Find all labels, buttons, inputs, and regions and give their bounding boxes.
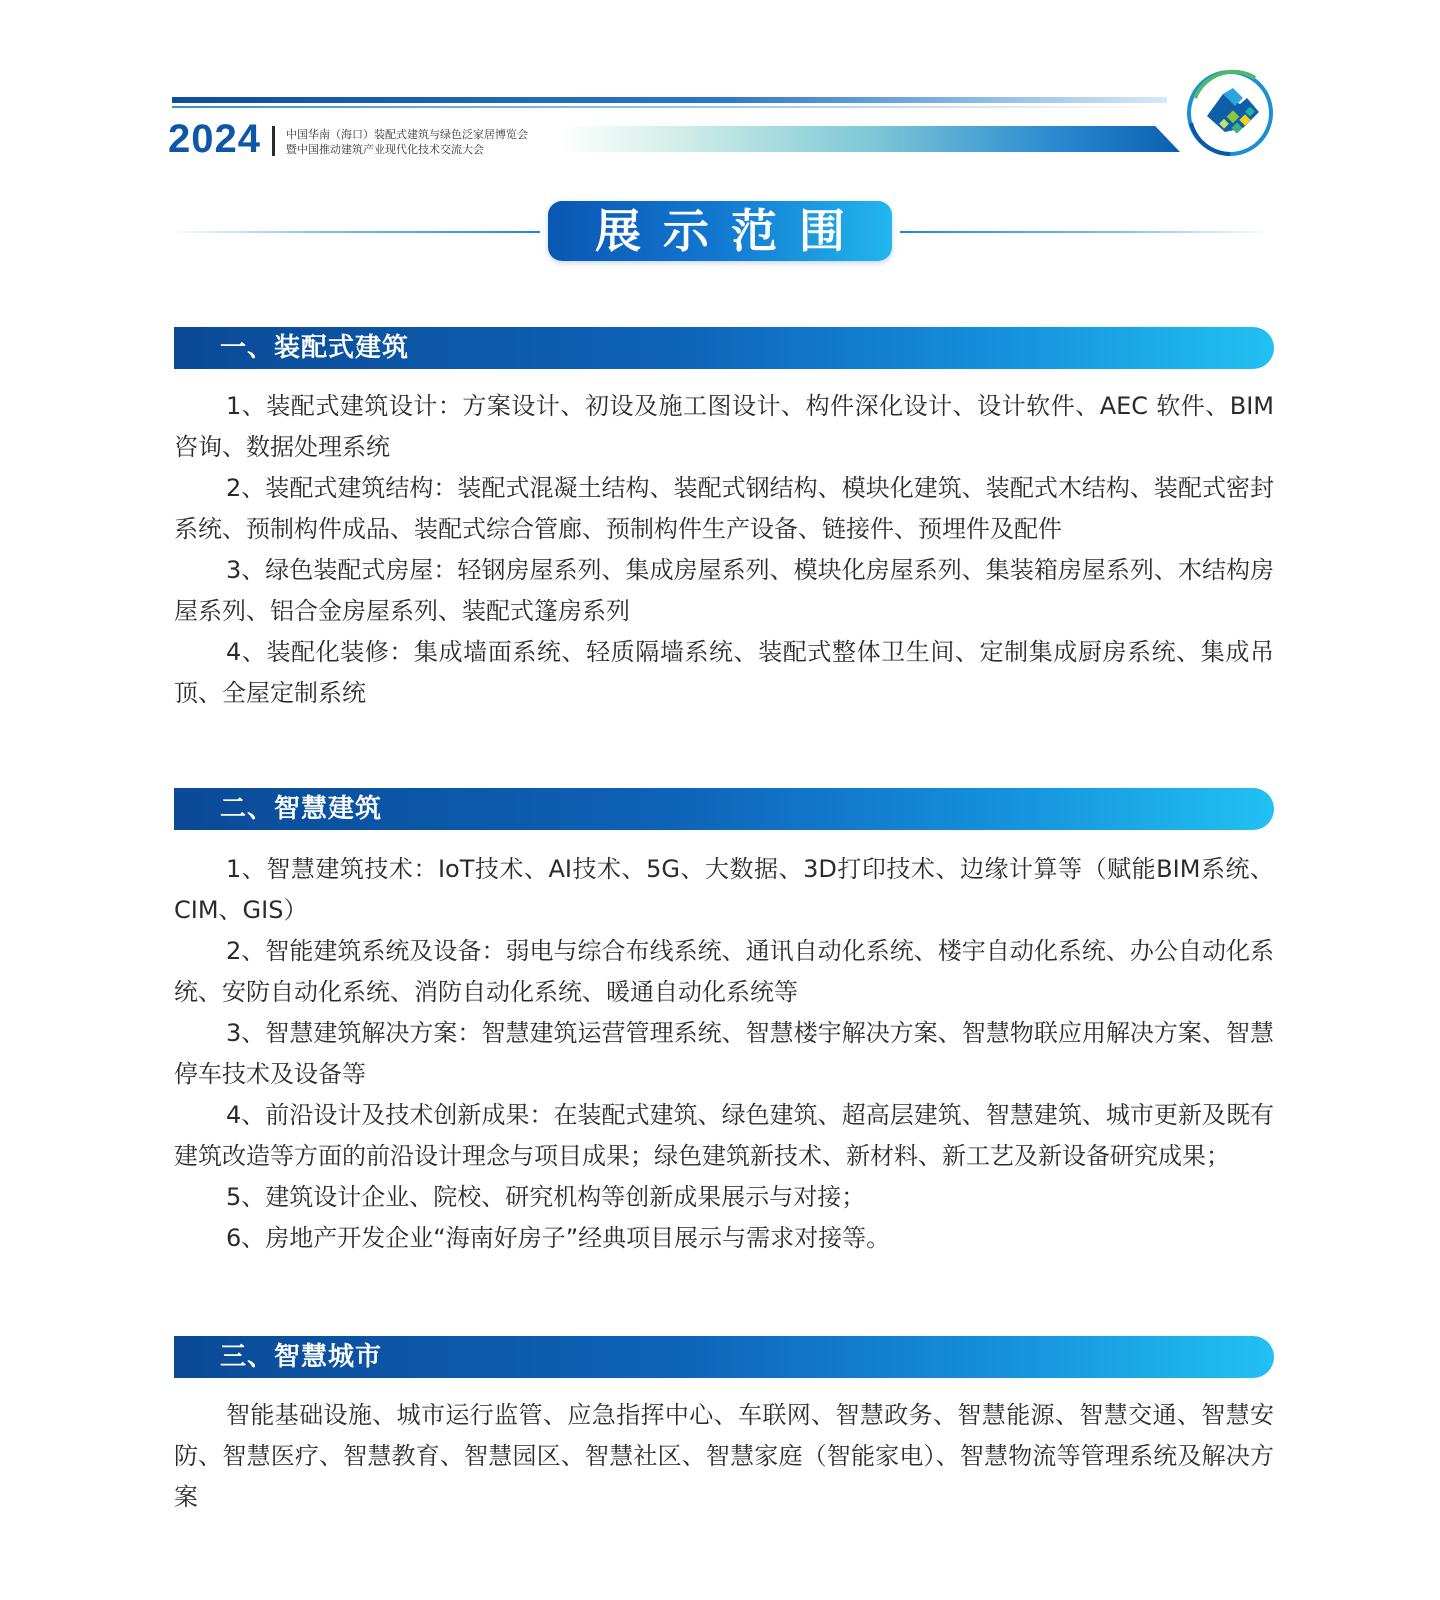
section-3-item-1: 智能基础设施、城市运行监管、应急指挥中心、车联网、智慧政务、智慧能源、智慧交通、智慧安防、智慧医疗、智慧教育、智慧园区、智慧社区、智慧家庭（智能家电）、智慧物流等管理系统及解决方案 xyxy=(174,1401,1274,1511)
header-subtitle xyxy=(286,127,528,157)
section-3-title: 三、智慧城市 xyxy=(220,1342,383,1372)
title-rule-left xyxy=(170,231,540,233)
section-1-title: 一、装配式建筑 xyxy=(220,333,410,363)
section-2-item-1: 1、智慧建筑技术：IoT技术、AI技术、5G、大数据、3D打印技术、边缘计算等（赋能BIM系统、CIM、GIS） xyxy=(174,855,1274,924)
section-1-item-2: 2、装配式建筑结构：装配式混凝土结构、装配式钢结构、模块化建筑、装配式木结构、装配式密封系统、预制构件成品、装配式综合管廊、预制构件生产设备、链接件、预埋件及配件 xyxy=(174,474,1274,543)
header-rule-top xyxy=(172,97,1167,103)
section-2-item-2: 2、智能建筑系统及设备：弱电与综合布线系统、通讯自动化系统、楼宇自动化系统、办公自动化系统、安防自动化系统、消防自动化系统、暖通自动化系统等 xyxy=(174,937,1274,1006)
section-2-body xyxy=(174,849,1274,1259)
expo-logo-icon xyxy=(1185,68,1275,158)
section-1-item-3: 3、绿色装配式房屋：轻钢房屋系列、集成房屋系列、模块化房屋系列、集装箱房屋系列、木结构房屋系列、铝合金房屋系列、装配式篷房系列 xyxy=(174,556,1274,625)
section-3-header xyxy=(174,1336,1274,1378)
header-rule-thin xyxy=(172,106,1167,108)
section-3-body xyxy=(174,1395,1274,1518)
section-2-item-3: 3、智慧建筑解决方案：智慧建筑运营管理系统、智慧楼宇解决方案、智慧物联应用解决方案、智慧停车技术及设备等 xyxy=(174,1019,1274,1088)
section-1-body xyxy=(174,386,1274,714)
header-subtitle-line2: 暨中国推动建筑产业现代化技术交流大会 xyxy=(286,143,484,156)
section-1-item-1: 1、装配式建筑设计：方案设计、初设及施工图设计、构件深化设计、设计软件、AEC 软件、BIM 咨询、数据处理系统 xyxy=(174,392,1274,461)
header-divider xyxy=(272,126,275,156)
section-1-item-4: 4、装配化装修：集成墙面系统、轻质隔墙系统、装配式整体卫生间、定制集成厨房系统、集成吊顶、全屋定制系统 xyxy=(174,638,1274,707)
section-2-item-6: 6、房地产开发企业“海南好房子”经典项目展示与需求对接等。 xyxy=(226,1224,891,1252)
section-2-header xyxy=(174,788,1274,830)
header-gradient-band xyxy=(560,126,1180,152)
section-2-item-4: 4、前沿设计及技术创新成果：在装配式建筑、绿色建筑、超高层建筑、智慧建筑、城市更新及既有建筑改造等方面的前沿设计理念与项目成果；绿色建筑新技术、新材料、新工艺及新设备研究成果； xyxy=(174,1101,1274,1170)
header-year: 2024 xyxy=(168,117,261,161)
section-1-header xyxy=(174,327,1274,369)
page-title: 展示范围 xyxy=(595,204,867,258)
page-title-banner xyxy=(548,201,892,261)
title-rule-right xyxy=(900,231,1272,233)
header-subtitle-line1: 中国华南（海口）装配式建筑与绿色泛家居博览会 xyxy=(286,128,528,141)
section-2-item-5: 5、建筑设计企业、院校、研究机构等创新成果展示与对接； xyxy=(226,1183,866,1211)
section-2-title: 二、智慧建筑 xyxy=(220,794,383,824)
